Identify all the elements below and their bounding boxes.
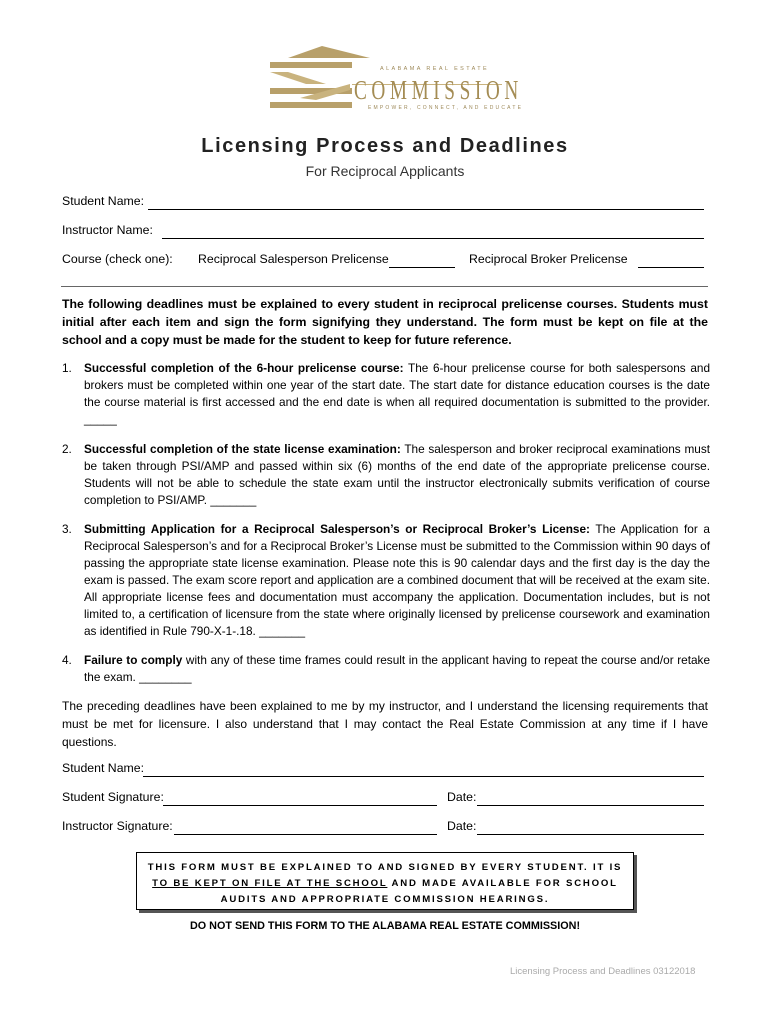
instructor-signature-label: Instructor Signature: xyxy=(62,819,173,833)
intro-paragraph: The following deadlines must be explained to every student in reciprocal prelicense courses. Students must initial after each item and sign the form signifying they understand. The form must be kept on file at the school and a copy must be made for the student to keep for future reference. xyxy=(62,297,708,347)
list-item xyxy=(62,441,710,509)
student-date-label: Date: xyxy=(447,790,477,804)
page-subtitle: For Reciprocal Applicants xyxy=(305,163,465,179)
item-body: with any of these time frames could result in the applicant having to repeat the course and/or retake the exam. ________ xyxy=(84,653,711,684)
item-heading: Successful completion of the state license examination: xyxy=(84,442,401,456)
warning-text: DO NOT SEND THIS FORM TO THE ALABAMA REAL ESTATE COMMISSION! xyxy=(189,920,581,932)
student-signature-field[interactable] xyxy=(163,805,437,806)
salesperson-checkbox-line[interactable] xyxy=(389,267,455,268)
item-heading: Failure to comply xyxy=(84,653,183,667)
course-label: Course (check one): xyxy=(62,252,173,266)
item-number: 1. xyxy=(62,361,72,375)
course-option-salesperson: Reciprocal Salesperson Prelicense xyxy=(198,252,389,266)
notice-box xyxy=(136,852,634,910)
signature-student-name-field[interactable] xyxy=(143,776,704,777)
item-body: The 6-hour prelicense course for both salespersons and brokers must be completed within one year of the start date. The start date for distance education courses is the date the course material is first accessed and the end date is when all required documentation is submitted to the provider. _____ xyxy=(84,361,710,426)
logo-bottom-text: EMPOWER, CONNECT, AND EDUCATE xyxy=(368,105,524,111)
student-name-field[interactable] xyxy=(148,209,704,210)
item-number: 3. xyxy=(62,522,72,536)
notice-text: THIS FORM MUST BE EXPLAINED TO AND SIGNED BY EVERY STUDENT. IT IS TO BE KEPT ON FILE AT THE SCHOOL AND MADE AVAILABLE FOR SCHOOL AUDITS AND APPROPRIATE COMMISSION HEARINGS. xyxy=(147,862,623,905)
item-number: 4. xyxy=(62,653,72,667)
instructor-date-label: Date: xyxy=(447,819,477,833)
item-number: 2. xyxy=(62,442,72,456)
closing-paragraph: The preceding deadlines have been explained to me by my instructor, and I understand the licensing requirements that must be met for licensure. I also understand that I may contact the Real Estate Commission at any time if I have questions. xyxy=(62,699,708,749)
footer-text: Licensing Process and Deadlines 03122018 xyxy=(510,966,696,977)
student-date-field[interactable] xyxy=(477,805,704,806)
list-item xyxy=(62,652,710,686)
course-option-broker: Reciprocal Broker Prelicense xyxy=(469,252,628,266)
logo-main-text: COMMISSION xyxy=(354,75,523,106)
item-body: The salesperson and broker reciprocal examinations must be taken through PSI/AMP and passed within six (6) months of the end date of the appropriate prelicense course. Students will not be able to schedule the state exam until the instructor electronically submits verification of course completion to PSI/AMP. _______ xyxy=(84,442,711,507)
list-item xyxy=(62,521,710,640)
instructor-date-field[interactable] xyxy=(477,834,704,835)
instructor-name-field[interactable] xyxy=(162,238,704,239)
student-name-label: Student Name: xyxy=(62,194,145,208)
student-signature-label: Student Signature: xyxy=(62,790,164,804)
broker-checkbox-line[interactable] xyxy=(638,267,704,268)
list-item xyxy=(62,360,710,428)
instructor-signature-field[interactable] xyxy=(174,834,437,835)
divider xyxy=(61,286,708,287)
instructor-name-label: Instructor Name: xyxy=(62,223,153,237)
signature-student-name-label: Student Name: xyxy=(62,761,145,775)
item-heading: Submitting Application for a Reciprocal Salesperson’s or Reciprocal Broker’s License: xyxy=(84,522,590,536)
page-title: Licensing Process and Deadlines xyxy=(201,135,569,157)
logo-top-text: ALABAMA REAL ESTATE xyxy=(380,66,490,72)
item-heading: Successful completion of the 6-hour prelicense course: xyxy=(84,361,404,375)
item-body: The Application for a Reciprocal Salesperson’s and for a Reciprocal Broker’s License must be submitted to the Commission within 90 days of passing the appropriate state license examination. Please note this is 90 calendar days and the first day is the day the exam is passed. The exam score report and application are a combined document that will be received at the exam site. All appropriate license fees and documentation must accompany the application. Documentation includes, but is not limited to, a certification of licensure from the state where originally licensed by prelicense coursework and examination as identified in Rule 790-X-1-.18. _______ xyxy=(84,522,711,638)
